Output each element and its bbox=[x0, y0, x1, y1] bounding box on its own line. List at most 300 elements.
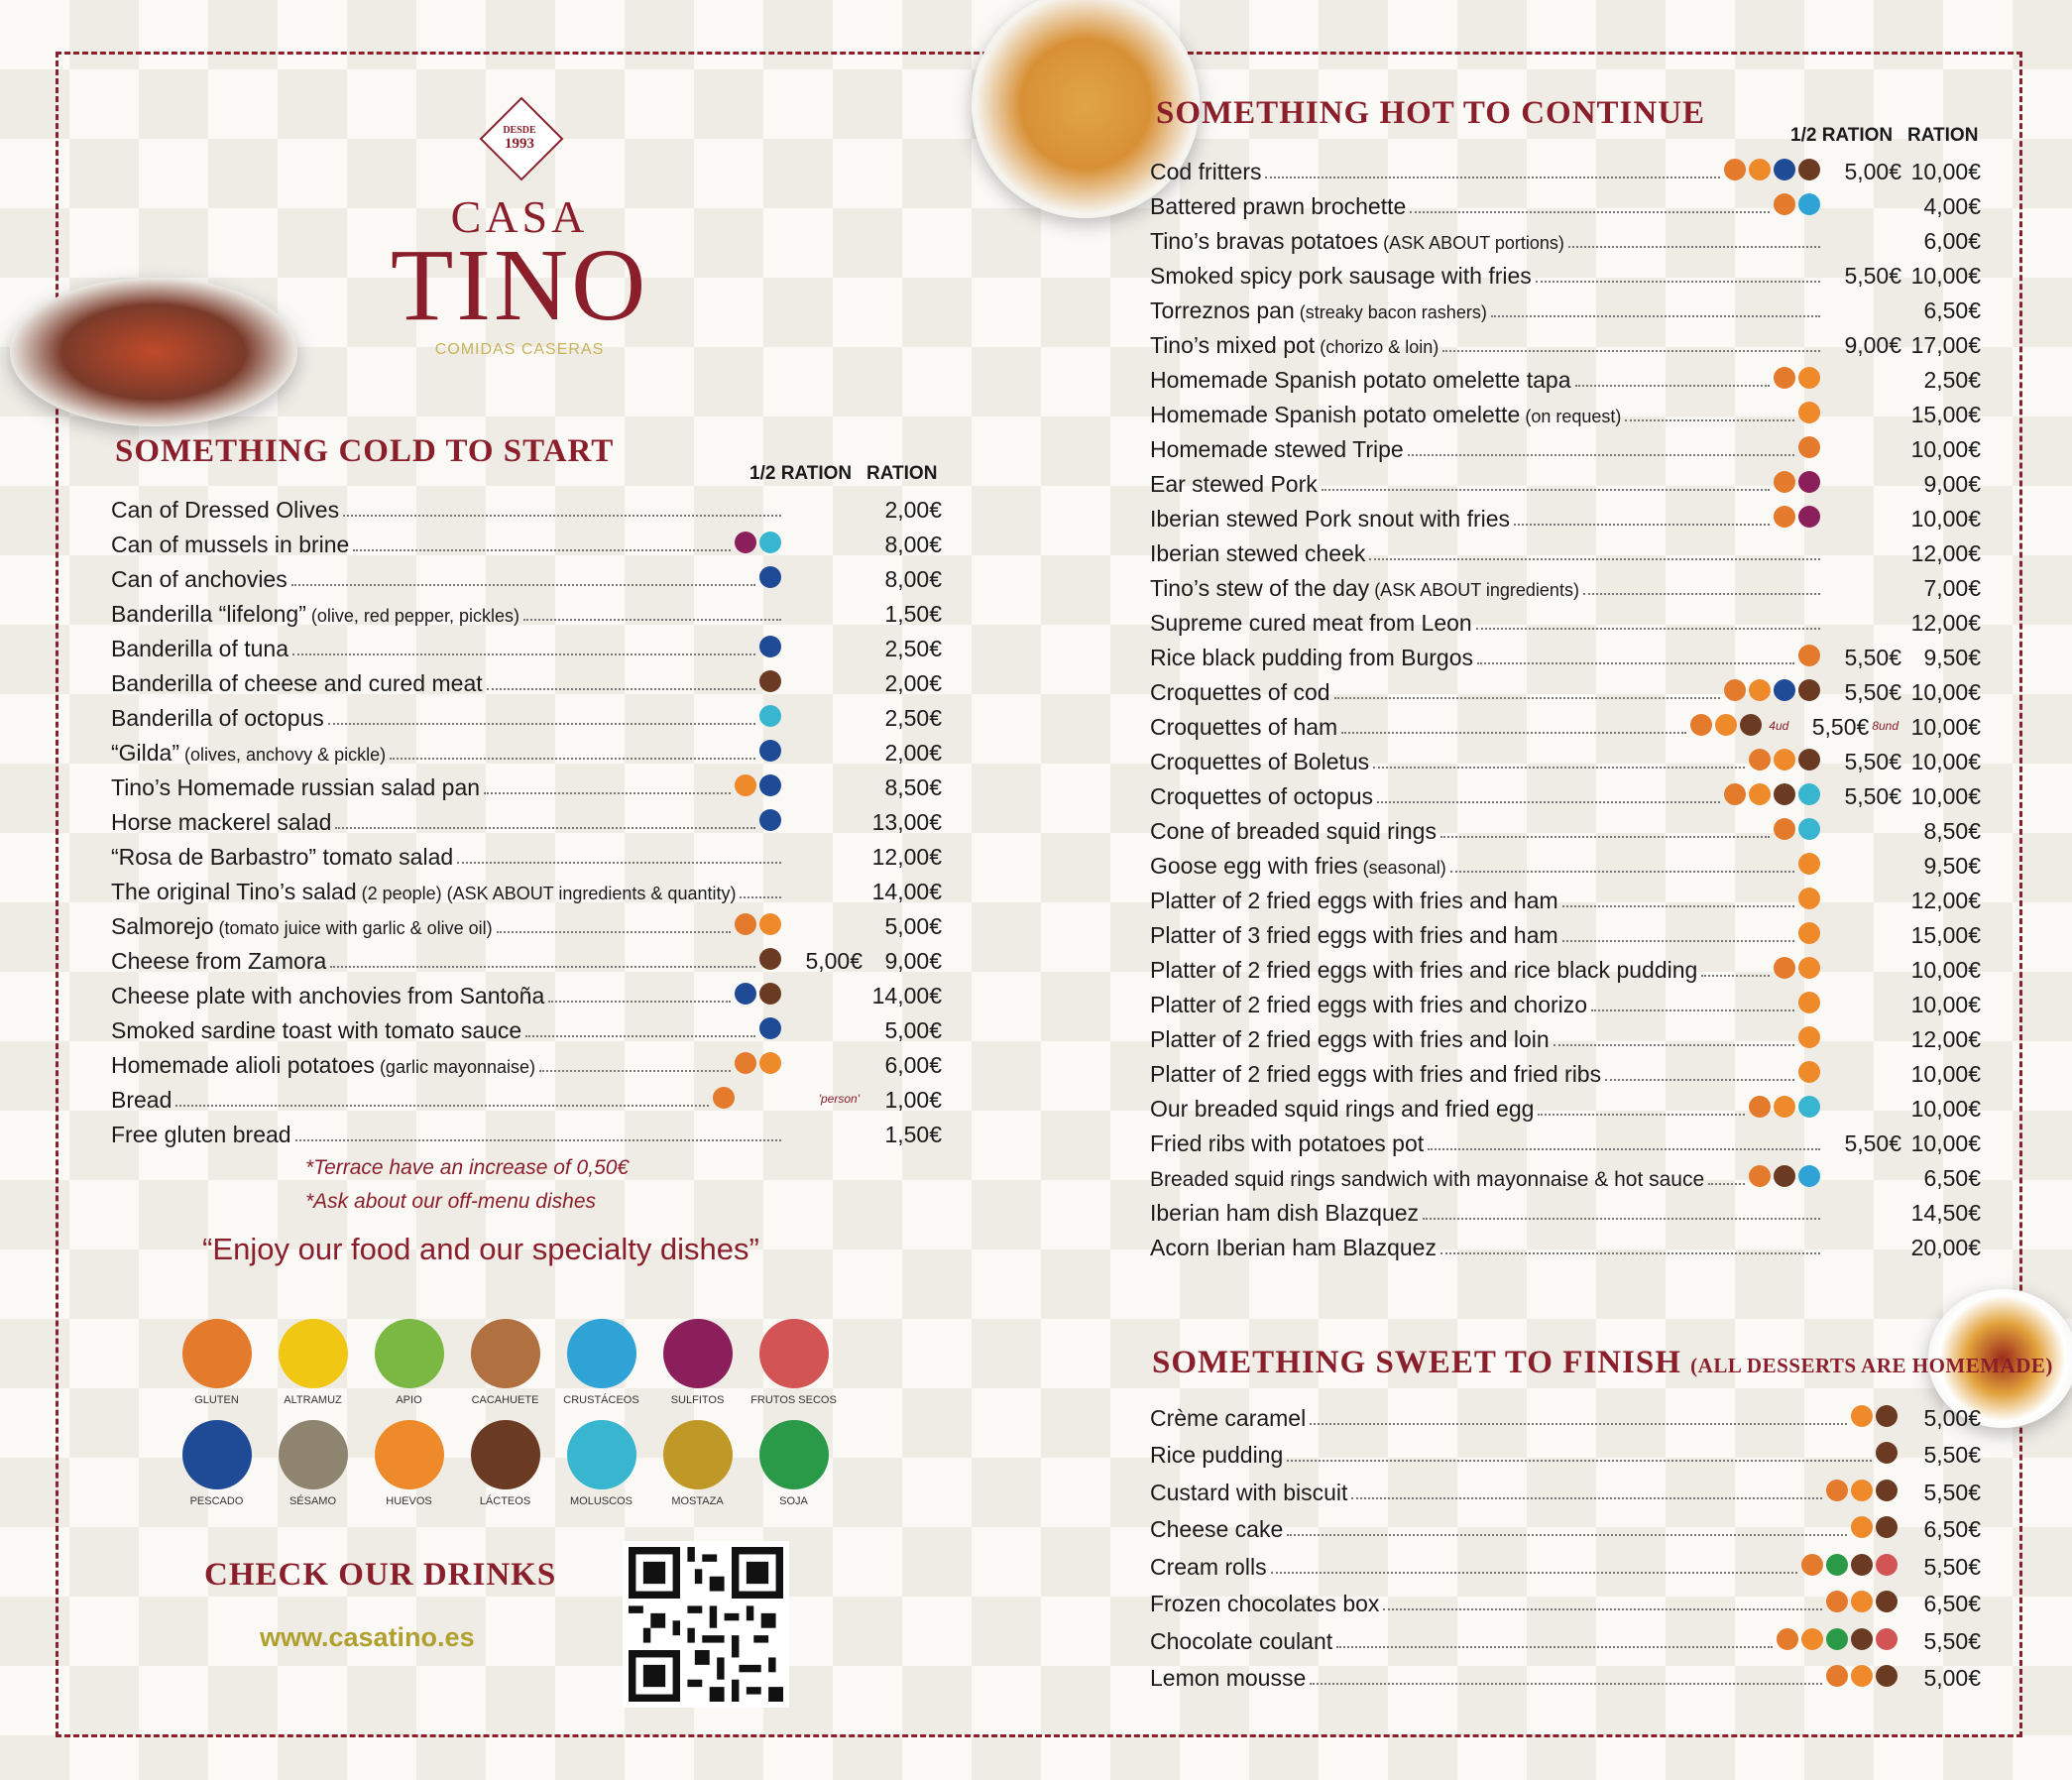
menu-item-row bbox=[111, 662, 942, 697]
altramuz-icon bbox=[279, 1319, 348, 1388]
legend-label: CACAHUETE bbox=[471, 1394, 539, 1406]
item-name-text: Homemade Spanish potato omelette tapa bbox=[1150, 367, 1571, 393]
anchovy-plate-photo bbox=[10, 278, 297, 426]
sulfitos-allergen-icon bbox=[1798, 506, 1820, 528]
legend-item bbox=[265, 1420, 361, 1507]
allergen-icons bbox=[1826, 1480, 1898, 1501]
badge-top-text: DESDE bbox=[503, 125, 536, 136]
item-name bbox=[1150, 888, 1558, 914]
item-name bbox=[1150, 228, 1564, 255]
item-note: (chorizo & loin) bbox=[1315, 337, 1439, 357]
menu-item-row bbox=[111, 975, 942, 1009]
legend-item bbox=[649, 1420, 746, 1507]
item-name bbox=[1150, 402, 1621, 428]
item-name-text: Acorn Iberian ham Blazquez bbox=[1150, 1235, 1437, 1260]
menu-item-row bbox=[1150, 1192, 1981, 1227]
huevos-allergen-icon bbox=[735, 774, 756, 796]
ration-price: 6,00€ bbox=[884, 1052, 942, 1078]
item-note: (ASK ABOUT portions) bbox=[1378, 233, 1564, 253]
ration-price: 8,50€ bbox=[884, 774, 942, 800]
half-ration-price: 5,50€ bbox=[1844, 263, 1901, 289]
item-name bbox=[1150, 1096, 1534, 1123]
allergen-icons bbox=[1724, 159, 1820, 180]
half-ration-price: 5,50€ bbox=[1844, 645, 1901, 670]
gluten-allergen-icon bbox=[713, 1087, 735, 1109]
leader-dots bbox=[1336, 1646, 1773, 1648]
item-note: (garlic mayonnaise) bbox=[374, 1057, 535, 1077]
ration-price: 2,50€ bbox=[1923, 367, 1981, 393]
menu-item-row bbox=[1150, 984, 1981, 1018]
huevos-allergen-icon bbox=[1798, 853, 1820, 875]
crustaceos-allergen-icon bbox=[1798, 1165, 1820, 1187]
item-name-text: Breaded squid rings sandwich with mayonnaise & hot sauce bbox=[1150, 1168, 1705, 1191]
allergen-icons bbox=[1798, 1026, 1820, 1048]
menu-item-row bbox=[111, 593, 942, 628]
ration-price: 2,50€ bbox=[884, 705, 942, 731]
moluscos-allergen-icon bbox=[1798, 818, 1820, 840]
menu-item-row bbox=[1150, 949, 1981, 984]
allergen-legend bbox=[169, 1319, 842, 1507]
leader-dots bbox=[343, 515, 781, 517]
allergen-icons bbox=[1801, 1554, 1898, 1576]
ration-price: 14,50€ bbox=[1910, 1200, 1981, 1226]
item-name bbox=[1150, 1554, 1267, 1581]
item-name bbox=[1150, 783, 1373, 810]
huevos-allergen-icon bbox=[1851, 1591, 1873, 1612]
menu-item-row bbox=[1150, 706, 1981, 741]
item-name bbox=[1150, 957, 1697, 984]
menu-item-row bbox=[1150, 185, 1981, 220]
gluten-allergen-icon bbox=[1826, 1591, 1848, 1612]
leader-dots bbox=[740, 896, 781, 898]
lacteos-allergen-icon bbox=[1851, 1628, 1873, 1650]
allergen-icons bbox=[1774, 957, 1820, 979]
ration-price: 20,00€ bbox=[1910, 1235, 1981, 1260]
item-name bbox=[1150, 1061, 1601, 1088]
ration-price: 5,50€ bbox=[1923, 1627, 1981, 1654]
cold-half-header: 1/2 RATION bbox=[749, 463, 853, 484]
ration-price: 12,00€ bbox=[1910, 1026, 1981, 1052]
moluscos-allergen-icon bbox=[1798, 1096, 1820, 1118]
item-name-text: Cheese plate with anchovies from Santoña bbox=[111, 983, 545, 1009]
leader-dots bbox=[390, 758, 755, 760]
sweet-items-list bbox=[1150, 1394, 1981, 1692]
menu-item-row bbox=[1150, 637, 1981, 671]
pescado-allergen-icon bbox=[759, 636, 781, 657]
menu-item-row bbox=[1150, 1506, 1981, 1544]
allergen-icons bbox=[759, 948, 781, 970]
website-link[interactable]: www.casatino.es bbox=[260, 1622, 475, 1652]
ration-price: 6,50€ bbox=[1923, 1591, 1981, 1616]
item-name-text: Platter of 2 fried eggs with fries and chorizo bbox=[1150, 992, 1588, 1017]
leader-dots bbox=[1575, 385, 1771, 387]
half-ration-price: 9,00€ bbox=[1844, 332, 1901, 358]
item-name bbox=[1150, 1665, 1306, 1692]
lacteos-allergen-icon bbox=[1740, 714, 1762, 736]
leader-dots bbox=[1310, 1423, 1847, 1425]
ration-price: 12,00€ bbox=[1910, 610, 1981, 636]
leader-dots bbox=[1408, 454, 1794, 456]
item-name bbox=[1150, 575, 1579, 602]
item-name-text: Rice pudding bbox=[1150, 1442, 1284, 1468]
item-name bbox=[111, 670, 483, 697]
menu-item-row bbox=[111, 871, 942, 905]
item-name-text: Tino’s mixed pot bbox=[1150, 332, 1316, 358]
gluten-allergen-icon bbox=[1801, 1554, 1823, 1576]
allergen-icons bbox=[1798, 1061, 1820, 1083]
item-name-text: Torreznos pan bbox=[1150, 297, 1295, 323]
leader-dots bbox=[1265, 177, 1720, 178]
menu-item-row bbox=[1150, 845, 1981, 880]
half-ration-price: 5,00€ bbox=[1844, 159, 1901, 184]
legend-label: SOJA bbox=[779, 1495, 808, 1507]
gluten-icon bbox=[182, 1319, 252, 1388]
allergen-icons bbox=[1774, 818, 1820, 840]
ration-price: 8,00€ bbox=[884, 566, 942, 592]
cacahuete-icon bbox=[471, 1319, 540, 1388]
gluten-allergen-icon bbox=[1826, 1665, 1848, 1687]
sweet-subtitle: (ALL DESSERTS ARE HOMEMADE) bbox=[1690, 1354, 2053, 1377]
item-name bbox=[1150, 367, 1571, 394]
menu-item-row bbox=[1150, 1088, 1981, 1123]
leader-dots bbox=[291, 584, 755, 586]
allergen-icons bbox=[1798, 853, 1820, 875]
item-name bbox=[111, 705, 324, 732]
item-name bbox=[1150, 714, 1337, 741]
allergen-icons bbox=[759, 636, 781, 657]
item-name bbox=[111, 740, 386, 767]
allergen-icons bbox=[1774, 193, 1820, 215]
ration-price: 9,00€ bbox=[1923, 471, 1981, 497]
leader-dots bbox=[1591, 1009, 1794, 1011]
sulfitos-icon bbox=[663, 1319, 733, 1388]
allergen-icons bbox=[713, 1087, 735, 1109]
menu-item-row bbox=[111, 1114, 942, 1148]
leader-dots bbox=[1334, 697, 1720, 699]
legend-item bbox=[169, 1319, 265, 1406]
legend-label: MOLUSCOS bbox=[570, 1495, 633, 1507]
item-name bbox=[1150, 1026, 1550, 1053]
ration-price: 10,00€ bbox=[1910, 263, 1981, 289]
item-name-text: Banderilla of cheese and cured meat bbox=[111, 670, 483, 696]
gluten-allergen-icon bbox=[1749, 749, 1771, 771]
gluten-allergen-icon bbox=[1774, 471, 1795, 493]
allergen-icons bbox=[1749, 1165, 1820, 1187]
item-note: (olive, red pepper, pickles) bbox=[305, 606, 519, 626]
terrace-footnote: *Terrace have an increase of 0,50€ bbox=[305, 1156, 630, 1179]
pescado-allergen-icon bbox=[759, 809, 781, 831]
allergen-icons bbox=[1774, 471, 1820, 493]
leader-dots bbox=[292, 653, 755, 655]
huevos-allergen-icon bbox=[1774, 1096, 1795, 1118]
soja-allergen-icon bbox=[1826, 1628, 1848, 1650]
moluscos-allergen-icon bbox=[759, 705, 781, 727]
legend-label: FRUTOS SECOS bbox=[750, 1394, 837, 1406]
sweet-section-title bbox=[1152, 1345, 2053, 1381]
item-name-text: Horse mackerel salad bbox=[111, 809, 332, 835]
item-note: (2 people) (ASK ABOUT ingredients & quantity) bbox=[356, 884, 737, 903]
item-name-text: Can of anchovies bbox=[111, 566, 288, 592]
menu-item-row bbox=[1150, 1053, 1981, 1088]
item-name-text: Ear stewed Pork bbox=[1150, 471, 1318, 497]
ration-price: 10,00€ bbox=[1910, 1130, 1981, 1156]
gluten-allergen-icon bbox=[1724, 159, 1746, 180]
allergen-icons bbox=[1876, 1442, 1898, 1464]
cold-section-title: SOMETHING COLD TO START bbox=[115, 433, 615, 469]
item-name-text: Tino’s bravas potatoes bbox=[1150, 228, 1379, 254]
pescado-allergen-icon bbox=[1774, 159, 1795, 180]
item-name bbox=[1150, 1405, 1306, 1432]
menu-item-row bbox=[1150, 1394, 1981, 1432]
lacteos-allergen-icon bbox=[1876, 1480, 1898, 1501]
ration-price: 10,00€ bbox=[1910, 679, 1981, 705]
item-name bbox=[1150, 992, 1587, 1018]
allergen-icons bbox=[735, 983, 781, 1005]
ration-price: 10,00€ bbox=[1910, 1061, 1981, 1087]
allergen-icons bbox=[1826, 1665, 1898, 1687]
item-note: (on request) bbox=[1520, 407, 1622, 426]
ration-price: 10,00€ bbox=[1910, 1096, 1981, 1122]
item-name-text: Iberian ham dish Blazquez bbox=[1150, 1200, 1420, 1226]
ration-price: 10,00€ bbox=[1910, 159, 1981, 184]
item-name-text: Custard with biscuit bbox=[1150, 1479, 1348, 1505]
huevos-allergen-icon bbox=[1798, 402, 1820, 423]
allergen-icons bbox=[1724, 783, 1820, 805]
hot-full-header: RATION bbox=[1907, 125, 1979, 146]
allergen-icons bbox=[1826, 1591, 1898, 1612]
half-ration-price: 5,50€ bbox=[1844, 1130, 1901, 1156]
menu-item-row bbox=[1150, 880, 1981, 914]
item-name bbox=[1150, 1200, 1419, 1227]
item-name bbox=[1150, 332, 1439, 359]
ration-price: 12,00€ bbox=[871, 844, 942, 870]
leader-dots bbox=[1708, 1183, 1745, 1185]
menu-item-row bbox=[1150, 810, 1981, 845]
lacteos-allergen-icon bbox=[1876, 1665, 1898, 1687]
item-name-text: Cheese from Zamora bbox=[111, 948, 327, 974]
item-name-text: Iberian stewed cheek bbox=[1150, 540, 1366, 566]
lacteos-icon bbox=[471, 1420, 540, 1489]
menu-item-row bbox=[1150, 290, 1981, 324]
pescado-allergen-icon bbox=[759, 774, 781, 796]
item-name-text: Chocolate coulant bbox=[1150, 1627, 1333, 1654]
menu-item-row bbox=[1150, 1123, 1981, 1157]
menu-item-row bbox=[1150, 324, 1981, 359]
huevos-allergen-icon bbox=[1774, 749, 1795, 771]
item-name bbox=[111, 532, 349, 558]
item-name bbox=[1150, 853, 1446, 880]
hot-items-list bbox=[1150, 151, 1981, 1261]
allergen-icons bbox=[759, 705, 781, 727]
leader-dots bbox=[1373, 767, 1745, 769]
leader-dots bbox=[1476, 628, 1820, 630]
legend-label: SÉSAMO bbox=[288, 1495, 337, 1507]
cold-items-list bbox=[111, 489, 942, 1148]
legend-item bbox=[361, 1420, 457, 1507]
frutos-icon bbox=[759, 1319, 829, 1388]
lacteos-allergen-icon bbox=[759, 983, 781, 1005]
ration-price: 7,00€ bbox=[1923, 575, 1981, 601]
ration-price: 9,00€ bbox=[884, 948, 942, 974]
crustaceos-allergen-icon bbox=[1798, 193, 1820, 215]
menu-item-row bbox=[111, 1044, 942, 1079]
sulfitos-allergen-icon bbox=[1798, 471, 1820, 493]
menu-item-row bbox=[111, 801, 942, 836]
leader-dots bbox=[525, 1035, 755, 1037]
leader-dots bbox=[1477, 662, 1794, 664]
item-name-text: Homemade Spanish potato omelette bbox=[1150, 402, 1521, 427]
leader-dots bbox=[1287, 1534, 1847, 1536]
item-name bbox=[1150, 1516, 1283, 1543]
frutos-allergen-icon bbox=[1876, 1628, 1898, 1650]
ration-price: 10,00€ bbox=[1910, 957, 1981, 983]
item-name bbox=[1150, 1628, 1332, 1655]
item-name bbox=[1150, 436, 1404, 463]
allergen-icons bbox=[735, 913, 781, 935]
allergen-icons bbox=[1798, 402, 1820, 423]
item-name bbox=[111, 636, 288, 662]
item-name-text: Free gluten bread bbox=[111, 1122, 291, 1147]
ration-price: 5,50€ bbox=[1923, 1553, 1981, 1580]
huevos-icon bbox=[375, 1420, 444, 1489]
qr-code[interactable] bbox=[623, 1541, 789, 1708]
item-name bbox=[111, 809, 331, 836]
ration-price: 1,50€ bbox=[884, 601, 942, 627]
ration-price: 2,50€ bbox=[884, 636, 942, 661]
menu-item-row bbox=[1150, 1157, 1981, 1192]
gluten-allergen-icon bbox=[735, 913, 756, 935]
lacteos-allergen-icon bbox=[1876, 1591, 1898, 1612]
huevos-allergen-icon bbox=[1798, 922, 1820, 944]
ration-price: 17,00€ bbox=[1910, 332, 1981, 358]
leader-dots bbox=[523, 619, 781, 621]
leader-dots bbox=[1442, 350, 1820, 352]
item-tag: 'person' bbox=[818, 1092, 860, 1106]
leader-dots bbox=[328, 723, 755, 725]
legend-label: PESCADO bbox=[189, 1495, 244, 1507]
soja-allergen-icon bbox=[1826, 1554, 1848, 1576]
leader-dots bbox=[487, 688, 755, 690]
item-name-text: Platter of 2 fried eggs with fries and loin bbox=[1150, 1026, 1550, 1052]
slogan: “Enjoy our food and our specialty dishes” bbox=[202, 1232, 759, 1266]
item-name-text: Cream rolls bbox=[1150, 1553, 1267, 1580]
menu-item-row bbox=[1150, 359, 1981, 394]
gluten-allergen-icon bbox=[735, 1052, 756, 1074]
huevos-allergen-icon bbox=[1851, 1405, 1873, 1427]
ration-price: 5,50€ bbox=[1923, 1479, 1981, 1505]
item-name-text: Banderilla of tuna bbox=[111, 636, 289, 661]
item-name-text: Battered prawn brochette bbox=[1150, 193, 1407, 219]
item-note: (ASK ABOUT ingredients) bbox=[1369, 580, 1579, 600]
huevos-allergen-icon bbox=[1798, 992, 1820, 1013]
allergen-icons bbox=[1798, 888, 1820, 909]
item-name-text: Tino’s Homemade russian salad pan bbox=[111, 774, 481, 800]
allergen-icons bbox=[759, 740, 781, 762]
ration-price: 6,00€ bbox=[1923, 228, 1981, 254]
sulfitos-allergen-icon bbox=[735, 532, 756, 553]
ration-price: 9,50€ bbox=[1923, 853, 1981, 879]
allergen-icons bbox=[1777, 1628, 1898, 1650]
legend-item bbox=[746, 1319, 842, 1406]
menu-item-row bbox=[1150, 741, 1981, 775]
item-name-text: Bread bbox=[111, 1087, 173, 1113]
ration-price: 2,00€ bbox=[884, 740, 942, 766]
soja-icon bbox=[759, 1420, 829, 1489]
item-name-text: Goose egg with fries bbox=[1150, 853, 1358, 879]
ration-price: 1,00€ bbox=[884, 1087, 942, 1113]
allergen-icons bbox=[1724, 679, 1820, 701]
huevos-allergen-icon bbox=[1798, 1061, 1820, 1083]
allergen-icons bbox=[1798, 992, 1820, 1013]
ration-price: 6,50€ bbox=[1923, 297, 1981, 323]
item-name-text: Cheese cake bbox=[1150, 1516, 1284, 1542]
legend-item bbox=[169, 1420, 265, 1507]
allergen-icons bbox=[759, 670, 781, 692]
menu-item-row bbox=[111, 1009, 942, 1044]
huevos-allergen-icon bbox=[1851, 1516, 1873, 1538]
allergen-icons bbox=[735, 1052, 781, 1074]
ration-price: 1,50€ bbox=[884, 1122, 942, 1147]
item-name-text: Croquettes of octopus bbox=[1150, 783, 1374, 809]
item-name-text: Can of Dressed Olives bbox=[111, 497, 340, 523]
ration-price: 13,00€ bbox=[871, 809, 942, 835]
lacteos-allergen-icon bbox=[1876, 1442, 1898, 1464]
logo-tagline: COMIDAS CASERAS bbox=[434, 341, 605, 358]
legend-item bbox=[457, 1319, 553, 1406]
menu-item-row bbox=[1150, 1018, 1981, 1053]
leader-dots bbox=[1701, 975, 1770, 977]
item-name-text: Banderilla of octopus bbox=[111, 705, 324, 731]
menu-item-row bbox=[111, 940, 942, 975]
allergen-icons bbox=[1798, 436, 1820, 458]
half-ration-price: 5,50€ bbox=[1811, 714, 1870, 740]
item-name bbox=[111, 497, 339, 524]
item-name-text: Homemade stewed Tripe bbox=[1150, 436, 1404, 462]
moluscos-allergen-icon bbox=[1798, 783, 1820, 805]
ration-price: 5,00€ bbox=[884, 913, 942, 939]
moluscos-allergen-icon bbox=[759, 532, 781, 553]
hot-half-header: 1/2 RATION bbox=[1790, 125, 1894, 146]
item-name-text: Salmorejo bbox=[111, 913, 214, 939]
ration-price: 14,00€ bbox=[871, 879, 942, 904]
ration-price: 10,00€ bbox=[1910, 436, 1981, 462]
menu-item-row bbox=[1150, 255, 1981, 290]
menu-item-row bbox=[1150, 463, 1981, 498]
menu-item-row bbox=[1150, 914, 1981, 949]
leader-dots bbox=[1583, 593, 1820, 595]
huevos-allergen-icon bbox=[1749, 159, 1771, 180]
leader-dots bbox=[1562, 905, 1794, 907]
moluscos-icon bbox=[567, 1420, 636, 1489]
legend-item bbox=[553, 1319, 649, 1406]
legend-label: ALTRAMUZ bbox=[284, 1394, 342, 1406]
item-name bbox=[111, 879, 736, 905]
huevos-allergen-icon bbox=[1715, 714, 1737, 736]
legend-item bbox=[746, 1420, 842, 1507]
pescado-icon bbox=[182, 1420, 252, 1489]
gluten-allergen-icon bbox=[1774, 818, 1795, 840]
menu-item-row bbox=[111, 558, 942, 593]
gluten-allergen-icon bbox=[1724, 783, 1746, 805]
item-note: (olives, anchovy & pickle) bbox=[179, 745, 387, 765]
apio-icon bbox=[375, 1319, 444, 1388]
menu-item-row bbox=[1150, 671, 1981, 706]
leader-dots bbox=[1428, 1148, 1820, 1150]
leader-dots bbox=[335, 827, 755, 829]
menu-item-row bbox=[1150, 1581, 1981, 1618]
item-name bbox=[111, 1052, 535, 1079]
badge-year: 1993 bbox=[505, 136, 534, 152]
